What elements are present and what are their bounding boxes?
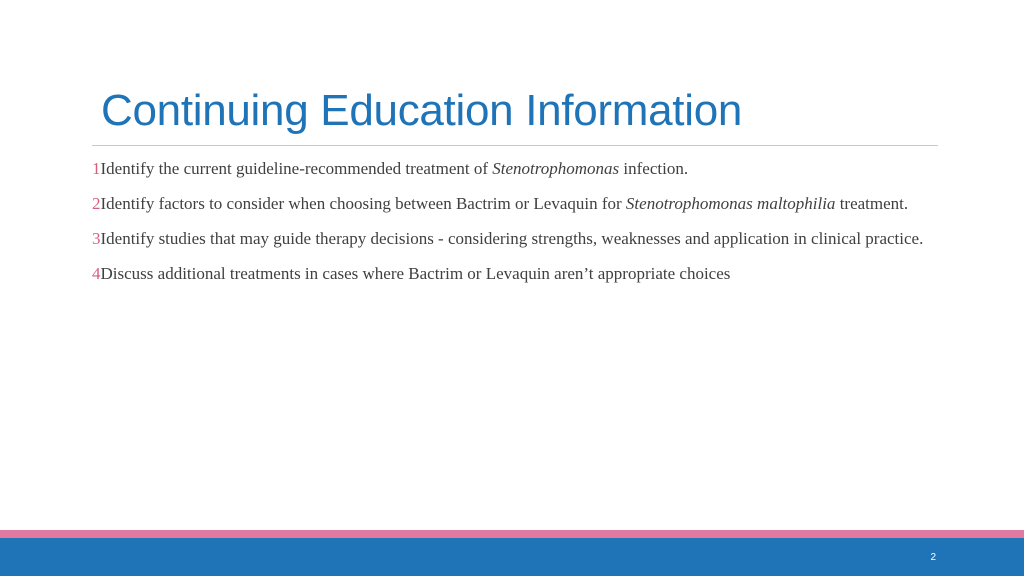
objective-text-end: infection. — [619, 159, 689, 178]
page-number: 2 — [930, 552, 936, 563]
objective-item-2 — [92, 193, 932, 214]
objective-item-1 — [92, 158, 932, 179]
objective-text: Discuss additional treatments in cases where Bactrim or Levaquin aren’t appropriate choices — [100, 264, 731, 283]
objective-italic-term: Stenotrophomonas maltophilia — [625, 194, 836, 213]
objective-item-3 — [92, 228, 932, 249]
slide-title: Continuing Education Information — [101, 86, 743, 135]
objective-number: 1 — [92, 159, 101, 178]
objective-number: 2 — [92, 194, 101, 213]
title-divider — [92, 145, 938, 146]
objective-italic-term: Stenotrophomonas — [492, 159, 620, 178]
objective-item-4 — [92, 263, 932, 284]
objective-text: Identify the current guideline-recommended treatment of — [100, 159, 493, 178]
objective-number: 4 — [92, 264, 101, 283]
footer-accent-stripe — [0, 530, 1024, 538]
objective-text: Identify studies that may guide therapy decisions - considering strengths, weaknesses and application in clinical practice. — [100, 229, 924, 248]
objective-text-end: treatment. — [835, 194, 909, 213]
footer-bar — [0, 538, 1024, 576]
objective-number: 3 — [92, 229, 101, 248]
objectives-list — [92, 158, 932, 298]
objective-text: Identify factors to consider when choosing between Bactrim or Levaquin for — [100, 194, 626, 213]
